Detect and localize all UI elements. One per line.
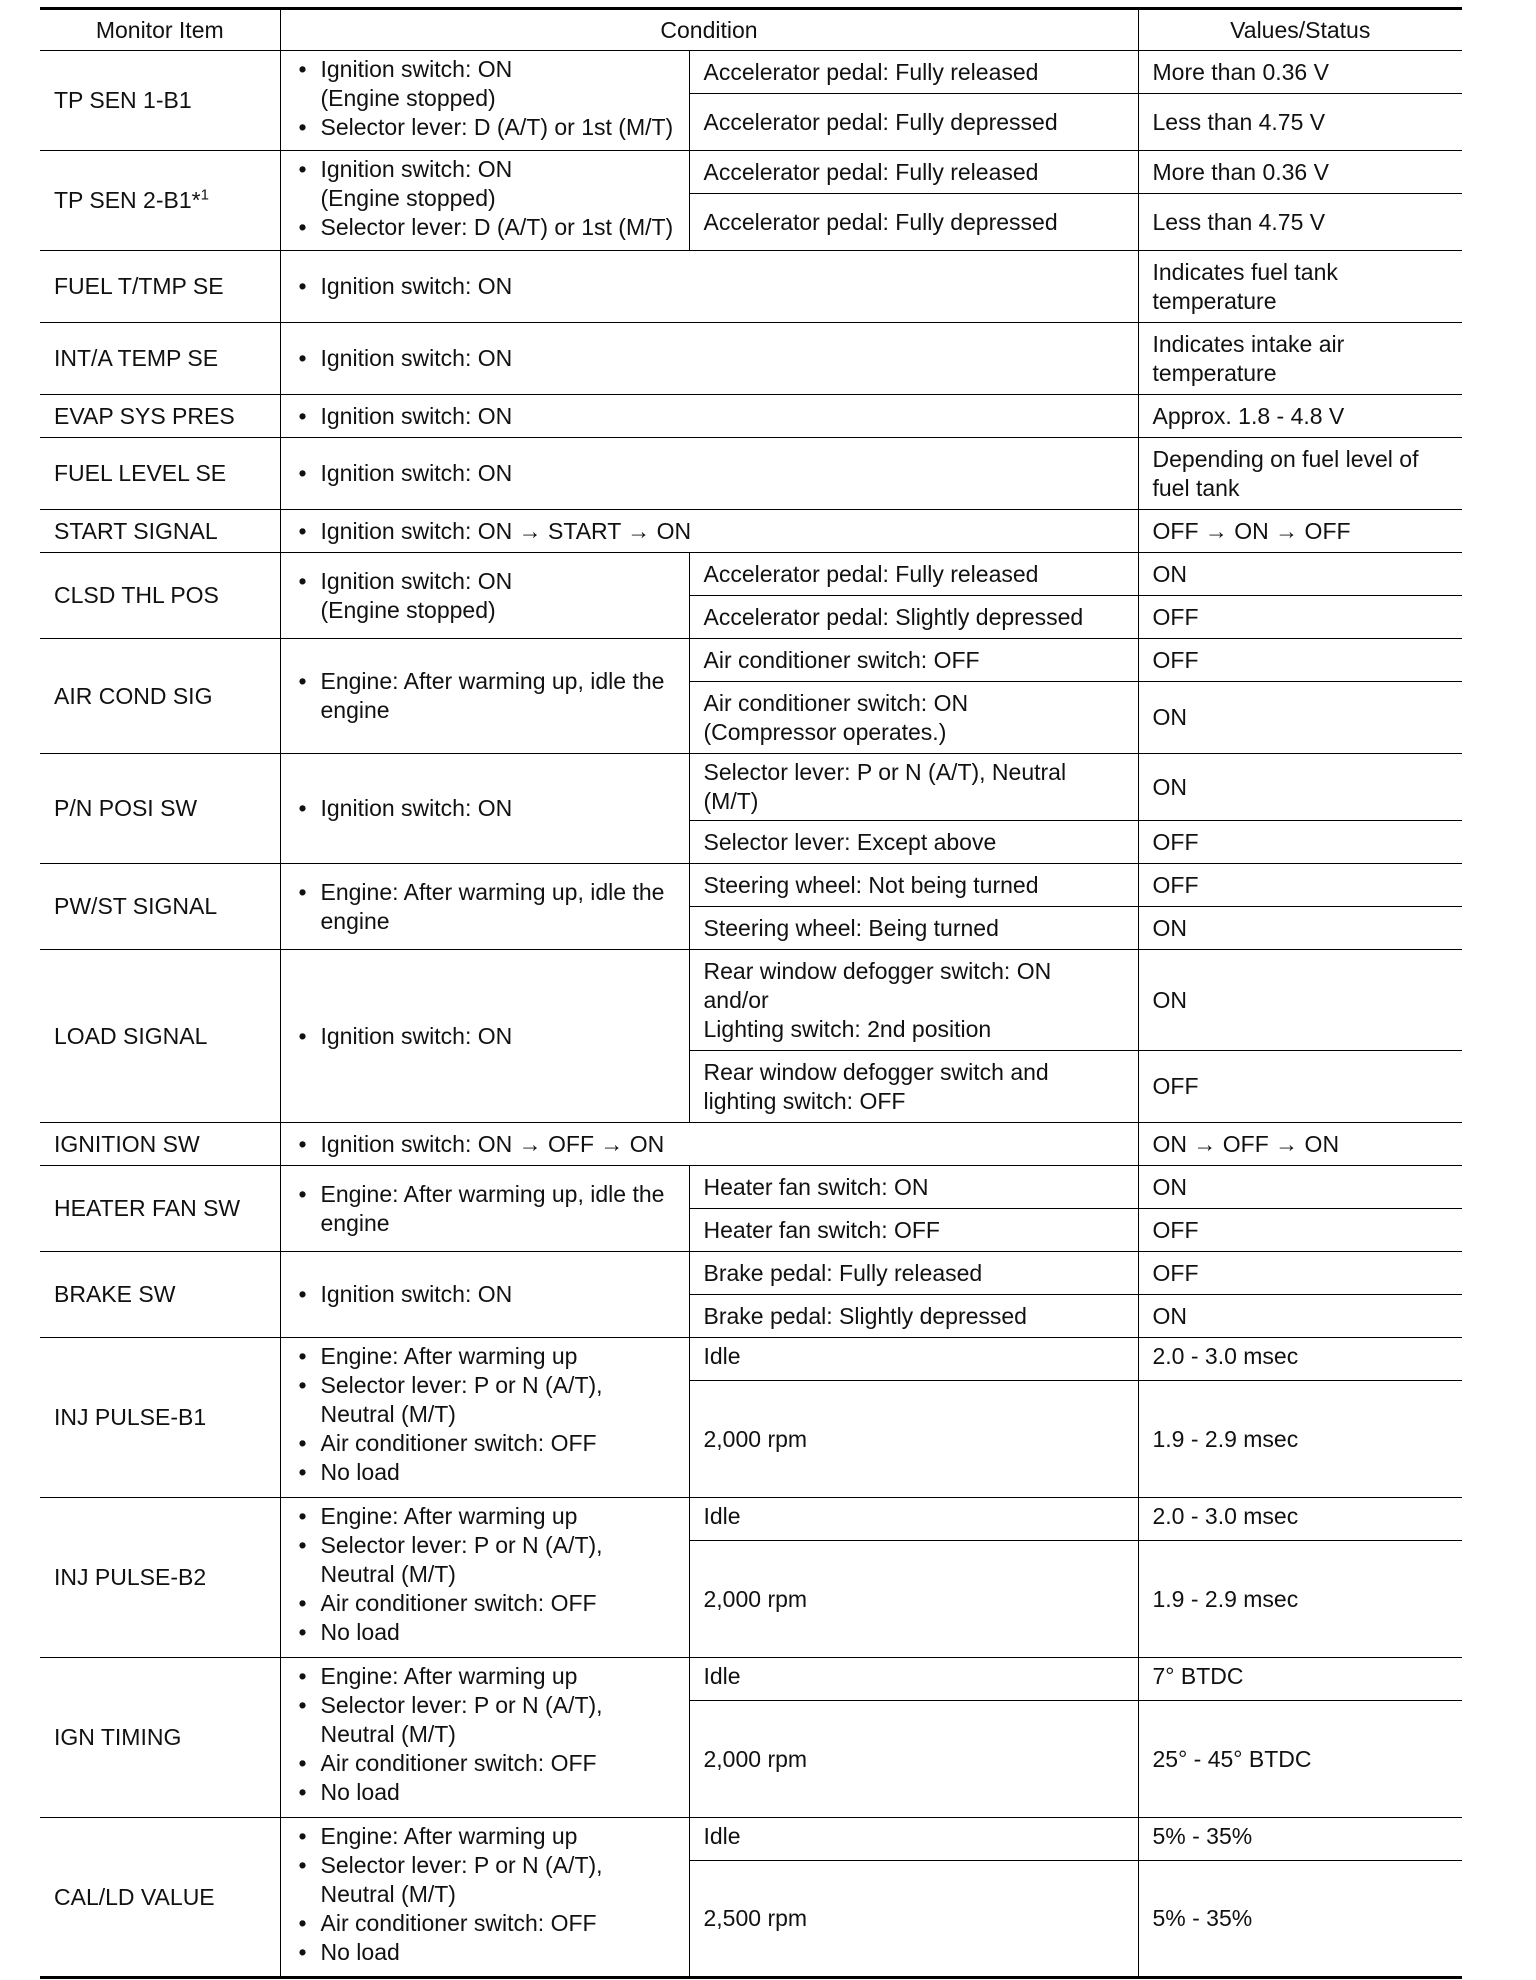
condition-bullet: • Engine: After warming up, idle the engine: [295, 878, 675, 936]
condition-bullet: • Air conditioner switch: OFF: [295, 1909, 675, 1938]
value-cell: ON: [1138, 907, 1462, 950]
condition-cell: [280, 510, 1138, 553]
condition-cell: [280, 323, 1138, 395]
value-cell: More than 0.36 V: [1138, 151, 1462, 194]
sub-condition-cell: Heater fan switch: ON: [689, 1166, 1138, 1209]
sub-condition-cell: Accelerator pedal: Fully released: [689, 553, 1138, 596]
monitor-item-cell: INT/A TEMP SE: [40, 323, 280, 395]
condition-bullet: • Ignition switch: ON → START → ON: [295, 517, 1124, 546]
condition-cell: [280, 1338, 689, 1498]
table-row: [40, 51, 1462, 94]
value-cell: ON: [1138, 950, 1462, 1051]
condition-bullet: • Ignition switch: ON: [295, 402, 1124, 431]
condition-bullet: • Selector lever: D (A/T) or 1st (M/T): [295, 213, 675, 242]
sub-condition-cell: Rear window defogger switch: ON and/or Lighting switch: 2nd position: [689, 950, 1138, 1051]
monitor-item-cell: CAL/LD VALUE: [40, 1818, 280, 1978]
monitor-item-cell: LOAD SIGNAL: [40, 950, 280, 1123]
value-cell: 2.0 - 3.0 msec: [1138, 1338, 1462, 1381]
sub-condition-cell: Idle: [689, 1498, 1138, 1541]
table-row: [40, 1252, 1462, 1295]
value-cell: Less than 4.75 V: [1138, 194, 1462, 251]
condition-bullet: • Engine: After warming up: [295, 1662, 675, 1691]
value-cell: ON: [1138, 1295, 1462, 1338]
value-cell: ON → OFF → ON: [1138, 1123, 1462, 1166]
table-row: [40, 438, 1462, 510]
sub-condition-cell: 2,000 rpm: [689, 1701, 1138, 1818]
table-row: [40, 639, 1462, 682]
condition-cell: [280, 51, 689, 151]
monitor-item-cell: P/N POSI SW: [40, 754, 280, 864]
condition-cell: [280, 553, 689, 639]
value-cell: ON: [1138, 682, 1462, 754]
sub-condition-cell: Accelerator pedal: Fully released: [689, 151, 1138, 194]
table-header-row: [40, 9, 1462, 51]
sub-condition-cell: 2,500 rpm: [689, 1861, 1138, 1978]
value-cell: OFF: [1138, 1209, 1462, 1252]
condition-bullet: • Selector lever: P or N (A/T), Neutral (M/T): [295, 1851, 675, 1909]
value-cell: Approx. 1.8 - 4.8 V: [1138, 395, 1462, 438]
condition-bullet: • Ignition switch: ON: [295, 794, 675, 823]
table-row: [40, 151, 1462, 194]
condition-cell: [280, 151, 689, 251]
monitor-item-cell: IGN TIMING: [40, 1658, 280, 1818]
table-row: [40, 323, 1462, 395]
table-row: [40, 1338, 1462, 1381]
condition-bullet: • Engine: After warming up: [295, 1342, 675, 1371]
header-values-status: Values/Status: [1138, 9, 1462, 51]
value-cell: OFF: [1138, 821, 1462, 864]
condition-bullet: • Engine: After warming up: [295, 1502, 675, 1531]
monitor-item-cell: START SIGNAL: [40, 510, 280, 553]
monitor-item-cell: INJ PULSE-B2: [40, 1498, 280, 1658]
condition-bullet: • Selector lever: P or N (A/T), Neutral (M/T): [295, 1371, 675, 1429]
table-row: [40, 553, 1462, 596]
condition-bullet: • Air conditioner switch: OFF: [295, 1429, 675, 1458]
condition-cell: [280, 1658, 689, 1818]
monitor-item-cell: INJ PULSE-B1: [40, 1338, 280, 1498]
sub-condition-cell: Idle: [689, 1818, 1138, 1861]
condition-bullet: • Ignition switch: ON (Engine stopped): [295, 567, 675, 625]
header-condition: Condition: [280, 9, 1138, 51]
condition-cell: [280, 1123, 1138, 1166]
table-row: [40, 754, 1462, 821]
value-cell: Less than 4.75 V: [1138, 94, 1462, 151]
table-row: [40, 1498, 1462, 1541]
condition-bullet: • Ignition switch: ON: [295, 344, 1124, 373]
monitor-item-cell: FUEL LEVEL SE: [40, 438, 280, 510]
sub-condition-cell: Rear window defogger switch and lighting switch: OFF: [689, 1051, 1138, 1123]
condition-bullet: • Engine: After warming up, idle the engine: [295, 667, 675, 725]
monitor-item-cell: AIR COND SIG: [40, 639, 280, 754]
condition-bullet: • Engine: After warming up: [295, 1822, 675, 1851]
sub-condition-cell: Air conditioner switch: ON (Compressor operates.): [689, 682, 1138, 754]
condition-cell: [280, 251, 1138, 323]
sub-condition-cell: Idle: [689, 1338, 1138, 1381]
condition-cell: [280, 864, 689, 950]
table-row: [40, 251, 1462, 323]
condition-bullet: • Air conditioner switch: OFF: [295, 1589, 675, 1618]
condition-bullet: • No load: [295, 1938, 675, 1967]
monitor-item-cell: HEATER FAN SW: [40, 1166, 280, 1252]
sub-condition-cell: Brake pedal: Slightly depressed: [689, 1295, 1138, 1338]
table-row: [40, 395, 1462, 438]
condition-bullet: • Air conditioner switch: OFF: [295, 1749, 675, 1778]
sub-condition-cell: Accelerator pedal: Slightly depressed: [689, 596, 1138, 639]
sub-condition-cell: Heater fan switch: OFF: [689, 1209, 1138, 1252]
value-cell: OFF: [1138, 596, 1462, 639]
value-cell: ON: [1138, 754, 1462, 821]
value-cell: ON: [1138, 553, 1462, 596]
value-cell: OFF: [1138, 1051, 1462, 1123]
condition-cell: [280, 1498, 689, 1658]
condition-bullet: • Ignition switch: ON (Engine stopped): [295, 55, 675, 113]
condition-cell: [280, 754, 689, 864]
value-cell: OFF: [1138, 639, 1462, 682]
sub-condition-cell: 2,000 rpm: [689, 1541, 1138, 1658]
table-row: [40, 1123, 1462, 1166]
condition-bullet: • No load: [295, 1458, 675, 1487]
condition-cell: [280, 950, 689, 1123]
monitor-item-name: TP SEN 2-B1*: [54, 187, 201, 213]
value-cell: OFF: [1138, 1252, 1462, 1295]
condition-bullet: • Ignition switch: ON: [295, 272, 1124, 301]
value-cell: OFF → ON → OFF: [1138, 510, 1462, 553]
condition-cell: [280, 639, 689, 754]
monitor-item-cell: [40, 151, 280, 251]
condition-bullet: • Selector lever: D (A/T) or 1st (M/T): [295, 113, 675, 142]
table-row: [40, 510, 1462, 553]
header-monitor-item: Monitor Item: [40, 9, 280, 51]
value-cell: 5% - 35%: [1138, 1818, 1462, 1861]
sub-condition-cell: Steering wheel: Being turned: [689, 907, 1138, 950]
value-cell: 1.9 - 2.9 msec: [1138, 1381, 1462, 1498]
value-cell: 1.9 - 2.9 msec: [1138, 1541, 1462, 1658]
value-cell: ON: [1138, 1166, 1462, 1209]
table-row: [40, 950, 1462, 1051]
sub-condition-cell: Brake pedal: Fully released: [689, 1252, 1138, 1295]
condition-bullet: • Selector lever: P or N (A/T), Neutral (M/T): [295, 1531, 675, 1589]
table-row: [40, 1818, 1462, 1861]
sub-condition-cell: Accelerator pedal: Fully released: [689, 51, 1138, 94]
sub-condition-cell: Selector lever: Except above: [689, 821, 1138, 864]
table-row: [40, 1658, 1462, 1701]
value-cell: 2.0 - 3.0 msec: [1138, 1498, 1462, 1541]
monitor-item-cell: [40, 51, 280, 151]
sub-condition-cell: Air conditioner switch: OFF: [689, 639, 1138, 682]
value-cell: 5% - 35%: [1138, 1861, 1462, 1978]
value-cell: OFF: [1138, 864, 1462, 907]
condition-bullet: • Ignition switch: ON: [295, 459, 1124, 488]
monitor-item-cell: IGNITION SW: [40, 1123, 280, 1166]
monitor-item-cell: BRAKE SW: [40, 1252, 280, 1338]
condition-bullet: • No load: [295, 1778, 675, 1807]
condition-cell: [280, 395, 1138, 438]
condition-cell: [280, 1166, 689, 1252]
condition-cell: [280, 438, 1138, 510]
condition-bullet: • Selector lever: P or N (A/T), Neutral (M/T): [295, 1691, 675, 1749]
value-cell: More than 0.36 V: [1138, 51, 1462, 94]
sub-condition-cell: Idle: [689, 1658, 1138, 1701]
monitor-item-cell: PW/ST SIGNAL: [40, 864, 280, 950]
monitor-spec-document: [40, 7, 1462, 1979]
sub-condition-cell: Steering wheel: Not being turned: [689, 864, 1138, 907]
monitor-item-cell: EVAP SYS PRES: [40, 395, 280, 438]
monitor-item-table: [40, 7, 1462, 1979]
condition-bullet: • Ignition switch: ON: [295, 1022, 675, 1051]
table-row: [40, 1166, 1462, 1209]
value-cell: 25° - 45° BTDC: [1138, 1701, 1462, 1818]
condition-bullet: • Engine: After warming up, idle the engine: [295, 1180, 675, 1238]
monitor-item-cell: CLSD THL POS: [40, 553, 280, 639]
sub-condition-cell: Accelerator pedal: Fully depressed: [689, 94, 1138, 151]
monitor-item-cell: FUEL T/TMP SE: [40, 251, 280, 323]
condition-bullet: • No load: [295, 1618, 675, 1647]
condition-cell: [280, 1252, 689, 1338]
value-cell: 7° BTDC: [1138, 1658, 1462, 1701]
value-cell: Depending on fuel level of fuel tank: [1138, 438, 1462, 510]
condition-bullet: • Ignition switch: ON (Engine stopped): [295, 155, 675, 213]
condition-bullet: • Ignition switch: ON → OFF → ON: [295, 1130, 1124, 1159]
footnote-marker: 1: [200, 186, 209, 204]
condition-cell: [280, 1818, 689, 1978]
sub-condition-cell: Selector lever: P or N (A/T), Neutral (M/T): [689, 754, 1138, 821]
monitor-item-name: TP SEN 1-B1: [54, 87, 192, 113]
sub-condition-cell: Accelerator pedal: Fully depressed: [689, 194, 1138, 251]
table-row: [40, 864, 1462, 907]
sub-condition-cell: 2,000 rpm: [689, 1381, 1138, 1498]
condition-bullet: • Ignition switch: ON: [295, 1280, 675, 1309]
value-cell: Indicates fuel tank temperature: [1138, 251, 1462, 323]
value-cell: Indicates intake air temperature: [1138, 323, 1462, 395]
